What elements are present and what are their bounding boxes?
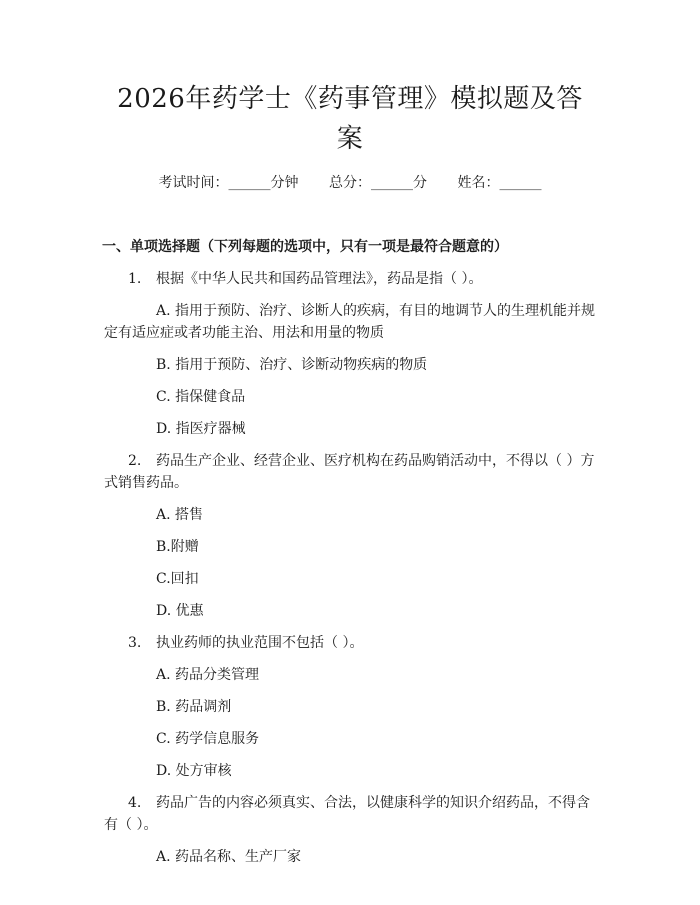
question-2 [104, 450, 596, 622]
option-b: B.附赠 [156, 539, 199, 555]
question-text: 药品广告的内容必须真实、合法，以健康科学的知识介绍药品，不得含有（ ）。 [104, 795, 590, 833]
question-number: 3. [128, 635, 142, 651]
question-4 [104, 792, 596, 868]
option-b: B. 指用于预防、治疗、诊断动物疾病的物质 [156, 357, 428, 373]
name-field: 姓名：______ [457, 175, 542, 191]
option-c: C. 药学信息服务 [156, 731, 260, 747]
option-a: A. 药品名称、生产厂家 [156, 849, 302, 865]
option-list [104, 504, 596, 622]
question-3 [104, 632, 596, 782]
exam-time-field: 考试时间：______分钟 [158, 175, 299, 191]
option-c: C.回扣 [156, 571, 199, 587]
option-d: D. 优惠 [156, 603, 204, 619]
question-stem [104, 792, 596, 836]
question-text: 药品生产企业、经营企业、医疗机构在药品购销活动中，不得以（ ）方式销售药品。 [104, 453, 595, 491]
option-list [104, 846, 596, 868]
section-heading: 一、单项选择题（下列每题的选项中，只有一项是最符合题意的） [102, 239, 508, 255]
document-title: 2026年药学士《药事管理》模拟题及答案 [117, 84, 583, 154]
option-a: A. 药品分类管理 [156, 667, 260, 683]
question-stem [104, 450, 596, 494]
question-number: 4. [128, 795, 142, 811]
option-d: D. 处方审核 [156, 763, 232, 779]
total-score-field: 总分：______分 [329, 175, 427, 191]
question-text: 根据《中华人民共和国药品管理法》，药品是指（ ）。 [156, 271, 483, 287]
question-stem [104, 268, 596, 290]
option-d: D. 指医疗器械 [156, 421, 246, 437]
option-a: A. 指用于预防、治疗、诊断人的疾病，有目的地调节人的生理机能并规定有适应症或者功能主治、用法和用量的物质 [104, 303, 596, 341]
exam-info-line [104, 172, 596, 194]
option-list [104, 664, 596, 782]
option-list [104, 300, 596, 440]
question-1 [104, 268, 596, 440]
question-number: 1. [128, 271, 142, 287]
option-c: C. 指保健食品 [156, 389, 246, 405]
question-stem [104, 632, 596, 654]
question-text: 执业药师的执业范围不包括（ ）。 [156, 635, 364, 651]
option-a: A. 搭售 [156, 507, 204, 523]
option-b: B. 药品调剂 [156, 699, 232, 715]
question-number: 2. [128, 453, 142, 469]
